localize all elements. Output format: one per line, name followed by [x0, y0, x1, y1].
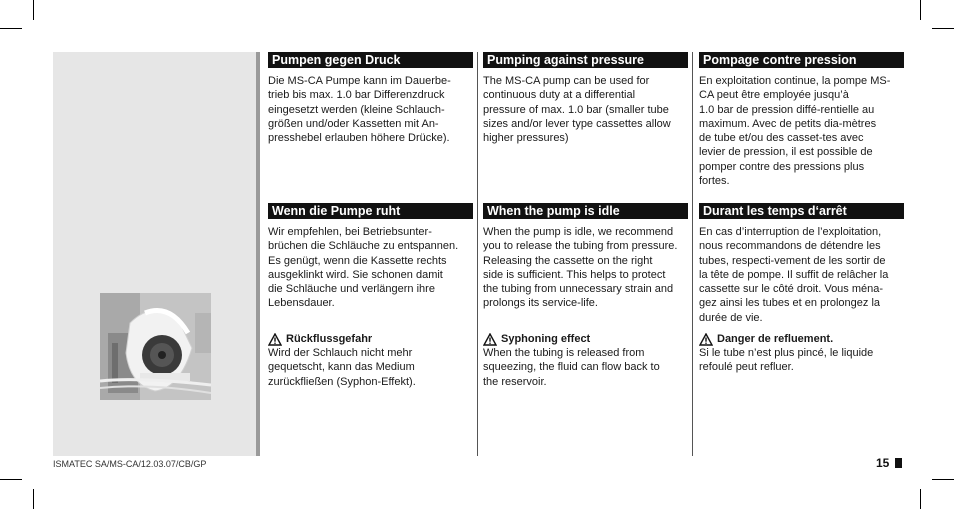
warning-title [483, 332, 688, 346]
text-line: Es genügt, wenn die Kassette rechts [268, 254, 447, 267]
text-line: When the pump is idle, we recommend [483, 226, 674, 238]
warning-english [483, 332, 688, 389]
crop-mark [920, 489, 921, 509]
text-line: fortes. [699, 175, 730, 188]
text-line: ausgeklinkt wird. Sie schonen damit [268, 268, 443, 281]
text-line: Wird der Schlauch nicht mehr [268, 347, 413, 359]
warning-title-text: Danger de refluement. [717, 333, 834, 345]
text-line: CA peut être employée jusqu’à [699, 89, 849, 102]
text-line: maximum. Avec de petits dia-mètres [699, 117, 877, 130]
warning-french [699, 332, 904, 375]
text-line: trieb bis max. 1.0 bar Differenzdruck [268, 89, 445, 102]
section-body [699, 225, 904, 325]
section-heading: Pompage contre pression [699, 52, 904, 68]
section-heading: Pumpen gegen Druck [268, 52, 473, 68]
text-line: 1.0 bar de pression diffé-rentielle au [699, 103, 875, 116]
text-line: The MS-CA pump can be used for [483, 75, 650, 87]
page-number: 15 [876, 456, 890, 470]
text-line: side is sufficient. This helps to protect [483, 268, 666, 281]
crop-mark [932, 28, 954, 29]
sidebar-edge [256, 52, 260, 456]
column-german [268, 52, 473, 145]
text-line: continuous duty at a differential [483, 89, 636, 102]
warning-title-text: Rückflussgefahr [286, 333, 373, 345]
text-line: brüchen die Schläuche zu entspannen. [268, 240, 459, 253]
text-line: pressure of max. 1.0 bar (smaller tube [483, 103, 669, 116]
section-heading: Pumping against pressure [483, 52, 688, 68]
text-line: levier de pression, il est possible de [699, 146, 873, 159]
warning-triangle-icon [483, 333, 497, 346]
section-body [483, 74, 688, 145]
crop-mark [33, 0, 34, 20]
section-heading: When the pump is idle [483, 203, 688, 219]
column-french-idle [699, 203, 904, 325]
text-line: refoulé peut refluer. [699, 361, 794, 374]
text-line: la tête de pompe. Il suffit de relâcher la [699, 268, 889, 281]
warning-body [483, 346, 688, 389]
warning-body [699, 346, 904, 375]
text-line: higher pressures) [483, 132, 569, 145]
text-line: prolongs its service-life. [483, 297, 598, 310]
text-line: En cas d’interruption de l’exploitation, [699, 226, 882, 238]
warning-triangle-icon [699, 333, 713, 346]
text-line: En exploitation continue, la pompe MS- [699, 75, 891, 87]
text-line: durée de vie. [699, 311, 763, 324]
text-line: zurückfließen (Syphon-Effekt). [268, 375, 416, 388]
text-line: Lebensdauer. [268, 297, 335, 310]
section-heading: Wenn die Pumpe ruht [268, 203, 473, 219]
section-heading: Durant les temps d‘arrêt [699, 203, 904, 219]
column-english-idle [483, 203, 688, 311]
text-line: tubes, respecti-vement de les sortir de [699, 254, 886, 267]
text-line: Wir empfehlen, bei Betriebsunter- [268, 226, 432, 238]
text-line: squeezing, the fluid can flow back to [483, 361, 660, 374]
crop-mark [920, 0, 921, 20]
column-german-idle [268, 203, 473, 311]
warning-title-text: Syphoning effect [501, 333, 591, 345]
warning-title [268, 332, 473, 346]
crop-mark [0, 28, 22, 29]
warning-title [699, 332, 904, 346]
text-line: pomper contre des pressions plus [699, 160, 865, 173]
text-line: cassette sur le côté droit. Vous ména- [699, 283, 884, 296]
pump-photo [100, 293, 211, 400]
crop-mark [932, 479, 954, 480]
text-line: die Schläuche und verlängern ihre [268, 283, 435, 296]
text-line: presshebel erlauben höhere Drücke). [268, 132, 450, 145]
warning-triangle-icon [268, 333, 282, 346]
text-line: you to release the tubing from pressure. [483, 240, 678, 253]
text-line: nous recommandons de détendre les [699, 240, 881, 253]
text-line: Si le tube n’est plus pincé, le liquide [699, 347, 874, 359]
page-marker [895, 458, 902, 468]
warning-body [268, 346, 473, 389]
text-line: größen und/oder Kassetten mit An- [268, 117, 439, 130]
text-line: eingesetzt werden (kleine Schlauch- [268, 103, 445, 116]
column-divider [692, 52, 693, 456]
text-line: the tubing from unnecessary strain and [483, 283, 674, 296]
section-body [483, 225, 688, 311]
text-line: gez ainsi les tubes et en prolongez la [699, 297, 881, 310]
section-body [268, 225, 473, 311]
text-line: the reservoir. [483, 375, 547, 388]
text-line: sizes and/or lever type cassettes allow [483, 117, 671, 130]
column-english [483, 52, 688, 145]
column-divider [477, 52, 478, 456]
text-line: gequetscht, kann das Medium [268, 361, 415, 374]
crop-mark [33, 489, 34, 509]
warning-german [268, 332, 473, 389]
crop-mark [0, 479, 22, 480]
text-line: Die MS-CA Pumpe kann im Dauerbe- [268, 75, 451, 87]
column-french [699, 52, 904, 188]
section-body [699, 74, 904, 188]
text-line: When the tubing is released from [483, 347, 645, 359]
document-code: ISMATEC SA/MS-CA/12.03.07/CB/GP [53, 459, 207, 469]
text-line: de tube et/ou des casset-tes avec [699, 132, 864, 145]
text-line: Releasing the cassette on the right [483, 254, 653, 267]
section-body [268, 74, 473, 145]
